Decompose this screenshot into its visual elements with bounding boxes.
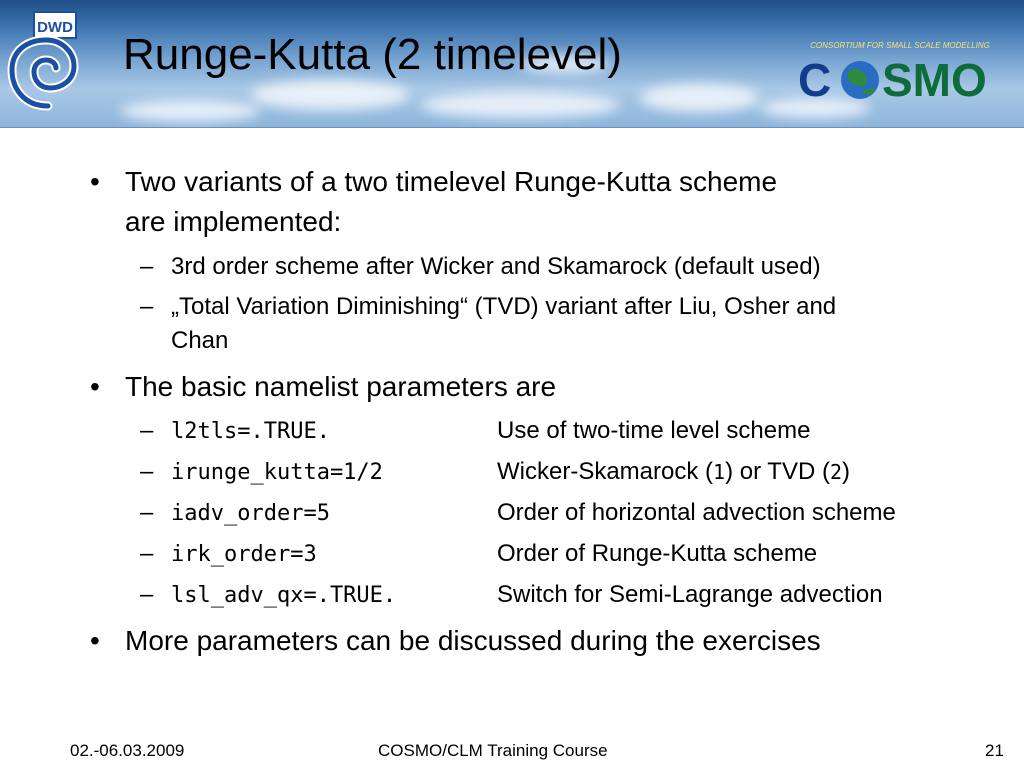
cosmo-letter-c: C: [798, 54, 832, 106]
bullet-1-line-1: Two variants of a two timelevel Runge-Kutta scheme: [125, 166, 778, 197]
param-code-irk-order: irk_order=3: [171, 542, 317, 567]
desc-prefix: Wicker-Skamarock (: [497, 458, 714, 485]
param-dash: –: [140, 499, 154, 526]
page-title: Runge-Kutta (2 timelevel): [123, 30, 622, 79]
param-desc-lsl-adv-qx: Switch for Semi-Lagrange advection: [497, 581, 883, 608]
bullet-marker: •: [90, 625, 100, 656]
desc-value-1: 1: [713, 460, 726, 484]
dwd-logo-text: DWD: [37, 19, 73, 36]
cosmo-letters-smo: SMO: [882, 54, 987, 106]
param-desc-l2tls: Use of two-time level scheme: [497, 417, 811, 444]
desc-value-2: 2: [829, 460, 843, 484]
sub-bullet-dash: –: [140, 293, 154, 320]
dwd-logo-icon: [4, 6, 88, 118]
footer-course: COSMO/CLM Training Course: [378, 741, 608, 760]
param-dash: –: [140, 458, 154, 485]
footer-date: 02.-06.03.2009: [70, 741, 185, 760]
bullet-3-line-1: More parameters can be discussed during the exercises: [125, 625, 821, 656]
desc-suffix: ): [842, 458, 851, 485]
desc-mid: ) or TVD (: [725, 458, 830, 485]
param-dash: –: [140, 581, 154, 608]
param-desc-irunge-kutta: [497, 458, 850, 486]
bullet-marker: •: [90, 166, 100, 197]
sub-item-2-line-2: Chan: [171, 327, 229, 354]
footer-page-number: 21: [985, 741, 1004, 760]
param-code-irunge-kutta: irunge_kutta=1/2: [171, 460, 383, 485]
param-dash: –: [140, 540, 154, 567]
param-desc-irk-order: Order of Runge-Kutta scheme: [497, 540, 818, 567]
bullet-1-line-2: are implemented:: [125, 206, 342, 237]
sub-item-1: 3rd order scheme after Wicker and Skamarock (default used): [171, 253, 821, 280]
param-desc-iadv-order: Order of horizontal advection scheme: [497, 499, 896, 526]
header-divider: [0, 127, 1024, 128]
sub-item-2-line-1: „Total Variation Diminishing“ (TVD) variant after Liu, Osher and: [171, 293, 837, 320]
param-dash: –: [140, 417, 154, 444]
param-code-lsl-adv-qx: lsl_adv_qx=.TRUE.: [171, 583, 397, 608]
cosmo-tagline: CONSORTIUM FOR SMALL SCALE MODELLING: [810, 41, 990, 50]
cosmo-logo-icon: [796, 36, 1004, 106]
param-code-iadv-order: iadv_order=5: [171, 501, 330, 526]
bullet-marker: •: [90, 371, 100, 402]
bullet-2-line-1: The basic namelist parameters are: [125, 371, 557, 402]
param-code-l2tls: l2tls=.TRUE.: [171, 419, 330, 444]
sub-bullet-dash: –: [140, 253, 154, 280]
